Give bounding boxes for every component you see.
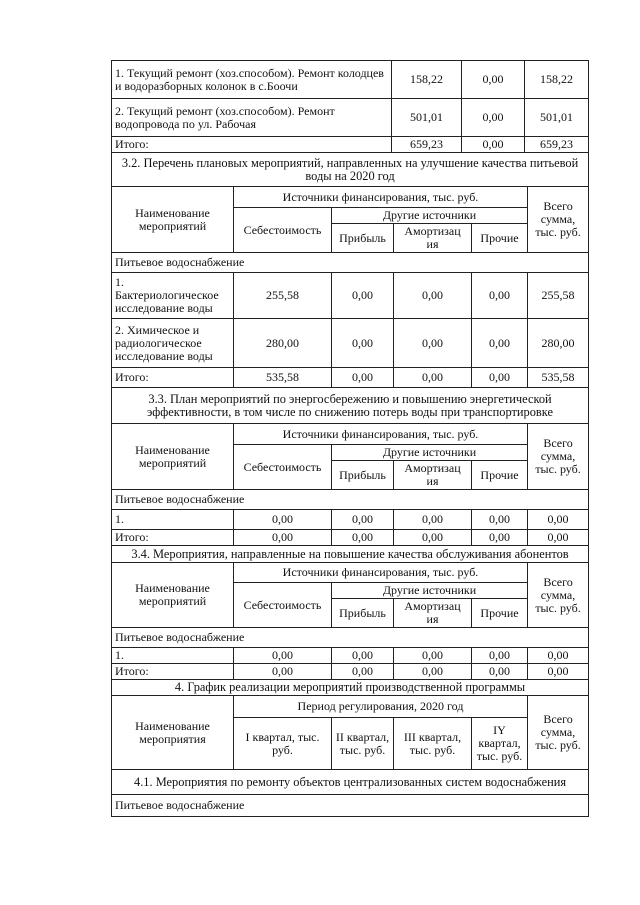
- header-profit: Прибыль: [332, 461, 394, 490]
- group-label: Питьевое водоснабжение: [112, 795, 589, 817]
- section-title-row: [112, 680, 589, 696]
- header-profit: Прибыль: [332, 224, 394, 253]
- other-cell: 0,00: [462, 61, 525, 99]
- header-sources: Источники финансирования, тыс. руб.: [234, 563, 528, 583]
- other-cell: 0,00: [472, 510, 528, 530]
- table-row: [112, 510, 589, 530]
- amortization-cell: 0,00: [394, 368, 472, 388]
- header-amortization: [394, 599, 472, 628]
- group-row: [112, 628, 589, 648]
- row-name: Итого:: [112, 368, 234, 388]
- group-label: Питьевое водоснабжение: [112, 253, 589, 273]
- quarter-4: IY квартал, тыс. руб.: [472, 718, 528, 770]
- total-row: [112, 137, 589, 153]
- section-3-2-title: 3.2. Перечень плановых мероприятий, направленных на улучшение качества питьевой воды на 2020 год: [112, 153, 589, 187]
- header-sources: Источники финансирования, тыс. руб.: [234, 424, 528, 445]
- header-other: Прочие: [472, 461, 528, 490]
- other-cell: 0,00: [472, 530, 528, 546]
- header-row: [112, 563, 589, 583]
- total-cell: 659,23: [525, 137, 589, 153]
- profit-cell: 0,00: [332, 510, 394, 530]
- cost-cell: 0,00: [234, 664, 332, 680]
- table-row: [112, 273, 589, 319]
- table-row: [112, 319, 589, 368]
- total-cell: 0,00: [528, 664, 589, 680]
- amortization-line: Амортизац: [404, 224, 461, 238]
- group-label: Питьевое водоснабжение: [112, 490, 589, 510]
- header-row: [112, 187, 589, 208]
- header-cost: Себестоимость: [234, 208, 332, 253]
- amortization-line: ия: [426, 474, 439, 488]
- section-3-4-title: 3.4. Мероприятия, направленные на повышение качества обслуживания абонентов: [112, 546, 589, 563]
- header-cost: Себестоимость: [234, 445, 332, 490]
- section-title-row: [112, 153, 589, 187]
- schedule-total: Всего сумма, тыс. руб.: [528, 696, 589, 770]
- row-name: Итого:: [112, 530, 234, 546]
- total-cell: 255,58: [528, 273, 589, 319]
- quarter-3: III квартал, тыс. руб.: [394, 718, 472, 770]
- schedule-period: Период регулирования, 2020 год: [234, 696, 528, 718]
- header-sources: Источники финансирования, тыс. руб.: [234, 187, 528, 208]
- quarter-1: I квартал, тыс. руб.: [234, 718, 332, 770]
- group-row: [112, 490, 589, 510]
- row-name: 1. Бактериологическое исследование воды: [112, 273, 234, 319]
- amortization-cell: 0,00: [394, 664, 472, 680]
- cost-cell: 0,00: [234, 530, 332, 546]
- group-row: [112, 253, 589, 273]
- header-other-sources: Другие источники: [332, 208, 528, 224]
- other-cell: 0,00: [472, 664, 528, 680]
- amortization-cell: 0,00: [394, 510, 472, 530]
- profit-cell: 0,00: [332, 368, 394, 388]
- row-name: 1.: [112, 510, 234, 530]
- row-name: 2. Текущий ремонт (хоз.способом). Ремонт водопровода по ул. Рабочая: [112, 99, 392, 137]
- header-total: Всего сумма, тыс. руб.: [528, 424, 589, 490]
- profit-cell: 0,00: [332, 273, 394, 319]
- other-cell: 0,00: [472, 368, 528, 388]
- total-cell: 0,00: [528, 530, 589, 546]
- profit-cell: 0,00: [332, 530, 394, 546]
- section-3-3-title: 3.3. План мероприятий по энергосбережению и повышению энергетической эффективности, в том числе по снижению потерь воды при транспортировке: [112, 388, 589, 424]
- amortization-line: Амортизац: [404, 599, 461, 613]
- row-name: 1.: [112, 648, 234, 664]
- header-name-col: Наименование мероприятий: [112, 563, 234, 628]
- header-profit: Прибыль: [332, 599, 394, 628]
- row-name: 2. Химическое и радиологическое исследование воды: [112, 319, 234, 368]
- document-page: [111, 60, 588, 817]
- profit-cell: 0,00: [332, 319, 394, 368]
- section-title-row: [112, 770, 589, 795]
- total-cell: 0,00: [528, 648, 589, 664]
- amortization-cell: 0,00: [394, 319, 472, 368]
- header-amortization: [394, 224, 472, 253]
- header-other-sources: Другие источники: [332, 583, 528, 599]
- header-other: Прочие: [472, 599, 528, 628]
- amortization-cell: 0,00: [394, 530, 472, 546]
- other-cell: 0,00: [472, 273, 528, 319]
- total-cell: 280,00: [528, 319, 589, 368]
- profit-cell: 0,00: [332, 648, 394, 664]
- total-cell: 501,01: [525, 99, 589, 137]
- profit-cell: 0,00: [332, 664, 394, 680]
- quarter-2: II квартал, тыс. руб.: [332, 718, 394, 770]
- table-row: [112, 61, 589, 99]
- row-name: Итого:: [112, 137, 392, 153]
- total-cell: 158,22: [525, 61, 589, 99]
- cost-cell: 255,58: [234, 273, 332, 319]
- table-row: [112, 99, 589, 137]
- amortization-cell: 0,00: [394, 273, 472, 319]
- repair-table: [111, 60, 589, 153]
- cost-cell: 0,00: [234, 648, 332, 664]
- cost-cell: 280,00: [234, 319, 332, 368]
- amortization-line: Амортизац: [404, 461, 461, 475]
- header-cost: Себестоимость: [234, 583, 332, 628]
- group-label: Питьевое водоснабжение: [112, 628, 589, 648]
- cost-cell: 0,00: [234, 510, 332, 530]
- header-row: [112, 424, 589, 445]
- total-row: [112, 368, 589, 388]
- header-name-col: Наименование мероприятий: [112, 424, 234, 490]
- header-other: Прочие: [472, 224, 528, 253]
- total-cell: 0,00: [528, 510, 589, 530]
- header-other-sources: Другие источники: [332, 445, 528, 461]
- total-row: [112, 530, 589, 546]
- other-cell: 0,00: [462, 137, 525, 153]
- schedule-name-col: Наименование мероприятия: [112, 696, 234, 770]
- row-name: Итого:: [112, 664, 234, 680]
- total-cell: 535,58: [528, 368, 589, 388]
- section-title-row: [112, 546, 589, 563]
- header-name-col: Наименование мероприятий: [112, 187, 234, 253]
- amortization-line: ия: [426, 237, 439, 251]
- other-cell: 0,00: [472, 648, 528, 664]
- total-row: [112, 664, 589, 680]
- cost-cell: 158,22: [392, 61, 462, 99]
- amortization-line: ия: [426, 612, 439, 626]
- other-cell: 0,00: [462, 99, 525, 137]
- section-4-title: 4. График реализации мероприятий производственной программы: [112, 680, 589, 696]
- programs-table: [111, 152, 589, 817]
- header-row: [112, 696, 589, 718]
- table-row: [112, 648, 589, 664]
- cost-cell: 659,23: [392, 137, 462, 153]
- section-4-1-title: 4.1. Мероприятия по ремонту объектов централизованных систем водоснабжения: [112, 770, 589, 795]
- cost-cell: 501,01: [392, 99, 462, 137]
- header-amortization: [394, 461, 472, 490]
- amortization-cell: 0,00: [394, 648, 472, 664]
- row-name: 1. Текущий ремонт (хоз.способом). Ремонт колодцев и водоразборных колонок в с.Боочи: [112, 61, 392, 99]
- header-total: Всего сумма, тыс. руб.: [528, 563, 589, 628]
- other-cell: 0,00: [472, 319, 528, 368]
- cost-cell: 535,58: [234, 368, 332, 388]
- section-title-row: [112, 388, 589, 424]
- group-row: [112, 795, 589, 817]
- header-total: Всего сумма, тыс. руб.: [528, 187, 589, 253]
